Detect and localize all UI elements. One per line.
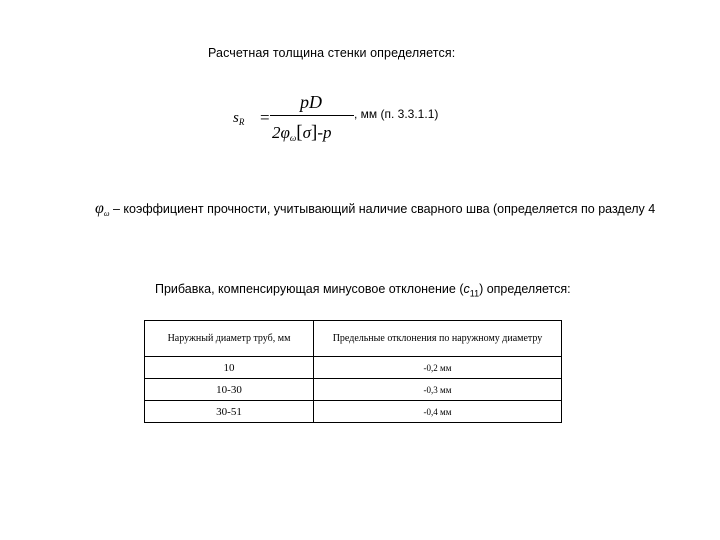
table-row [145, 401, 562, 423]
phi-symbol [95, 200, 110, 217]
formula-equals: = [260, 108, 270, 127]
allowance-text [155, 282, 571, 299]
cell-tolerance: -0,3 мм [314, 379, 562, 401]
den-coef: 2 [272, 123, 281, 142]
phi-definition-text: – коэффициент прочности, учитывающий наличие сварного шва (определяется по разделу 4 [109, 202, 656, 216]
cell-tolerance: -0,4 мм [314, 401, 562, 423]
formula-numerator: pD [300, 92, 322, 112]
cell-diameter: 10 [145, 357, 314, 379]
formula-lhs-symbol: s [233, 110, 239, 126]
header-tolerance: Предельные отклонения по наружному диаметру [314, 321, 562, 357]
allowance-before: Прибавка, компенсирующая минусовое отклонение ( [155, 282, 464, 296]
wall-thickness-formula [228, 88, 528, 148]
header-outer-diameter: Наружный диаметр труб, мм [145, 321, 314, 357]
allowance-subscript: 11 [469, 288, 480, 299]
formula-reference: , мм (п. 3.3.1.1) [354, 107, 439, 121]
den-phi-subscript: ω [289, 133, 297, 143]
cell-tolerance: -0,2 мм [314, 357, 562, 379]
cell-diameter: 10-30 [145, 379, 314, 401]
formula-denominator [272, 122, 331, 144]
den-tail: -p [317, 123, 332, 142]
table-row [145, 357, 562, 379]
table-row [145, 379, 562, 401]
formula-lhs-subscript: R [238, 117, 245, 127]
phi-definition [95, 200, 655, 218]
den-sigma: σ [302, 123, 311, 142]
allowance-symbol: c [463, 282, 470, 296]
phi-symbol-char: φ [95, 200, 104, 217]
fraction-bar [270, 115, 354, 116]
den-phi: φ [280, 123, 290, 142]
allowance-after: ) определяется: [479, 282, 571, 296]
formula-lhs [233, 110, 244, 127]
cell-diameter: 30-51 [145, 401, 314, 423]
phi-symbol-subscript: ω [103, 209, 110, 218]
tolerance-table [144, 320, 562, 423]
den-bracket-open: [ [296, 122, 303, 143]
den-bracket-close: ] [310, 122, 318, 143]
section-heading: Расчетная толщина стенки определяется: [208, 46, 456, 60]
table-header-row [145, 321, 562, 357]
